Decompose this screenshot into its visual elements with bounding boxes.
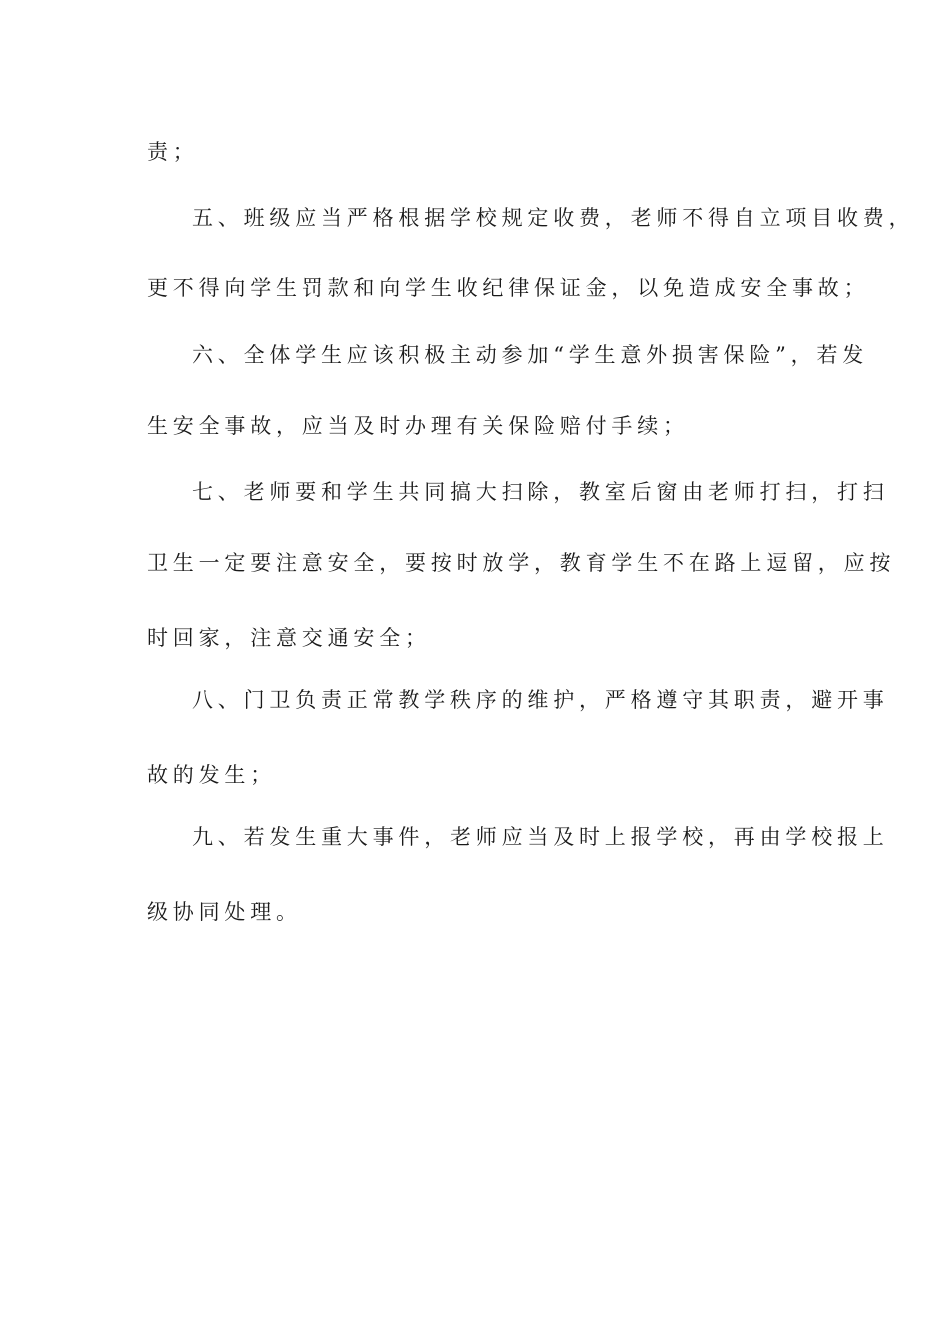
paragraph-five-line-1: 五、班级应当严格根据学校规定收费，老师不得自立项目收费， (192, 206, 915, 230)
paragraph-eight-line-1: 八、门卫负责正常教学秩序的维护，严格遵守其职责，避开事 (192, 688, 889, 712)
paragraph-six-line-2: 生安全事故，应当及时办理有关保险赔付手续； (147, 414, 689, 438)
paragraph-five-line-2: 更不得向学生罚款和向学生收纪律保证金，以免造成安全事故； (147, 276, 870, 300)
paragraph-seven-line-1: 七、老师要和学生共同搞大扫除，教室后窗由老师打扫，打扫 (192, 480, 889, 504)
paragraph-six-line-1: 六、全体学生应该积极主动参加“学生意外损害保险”，若发 (192, 343, 869, 367)
paragraph-seven-line-2: 卫生一定要注意安全，要按时放学，教育学生不在路上逗留，应按 (147, 551, 896, 575)
paragraph-eight-line-2: 故的发生； (147, 763, 276, 787)
paragraph-continuation-line: 责； (147, 140, 199, 164)
paragraph-nine-line-2: 级协同处理。 (147, 900, 302, 924)
paragraph-seven-line-3: 时回家，注意交通安全； (147, 626, 431, 650)
paragraph-nine-line-1: 九、若发生重大事件，老师应当及时上报学校，再由学校报上 (192, 825, 889, 849)
